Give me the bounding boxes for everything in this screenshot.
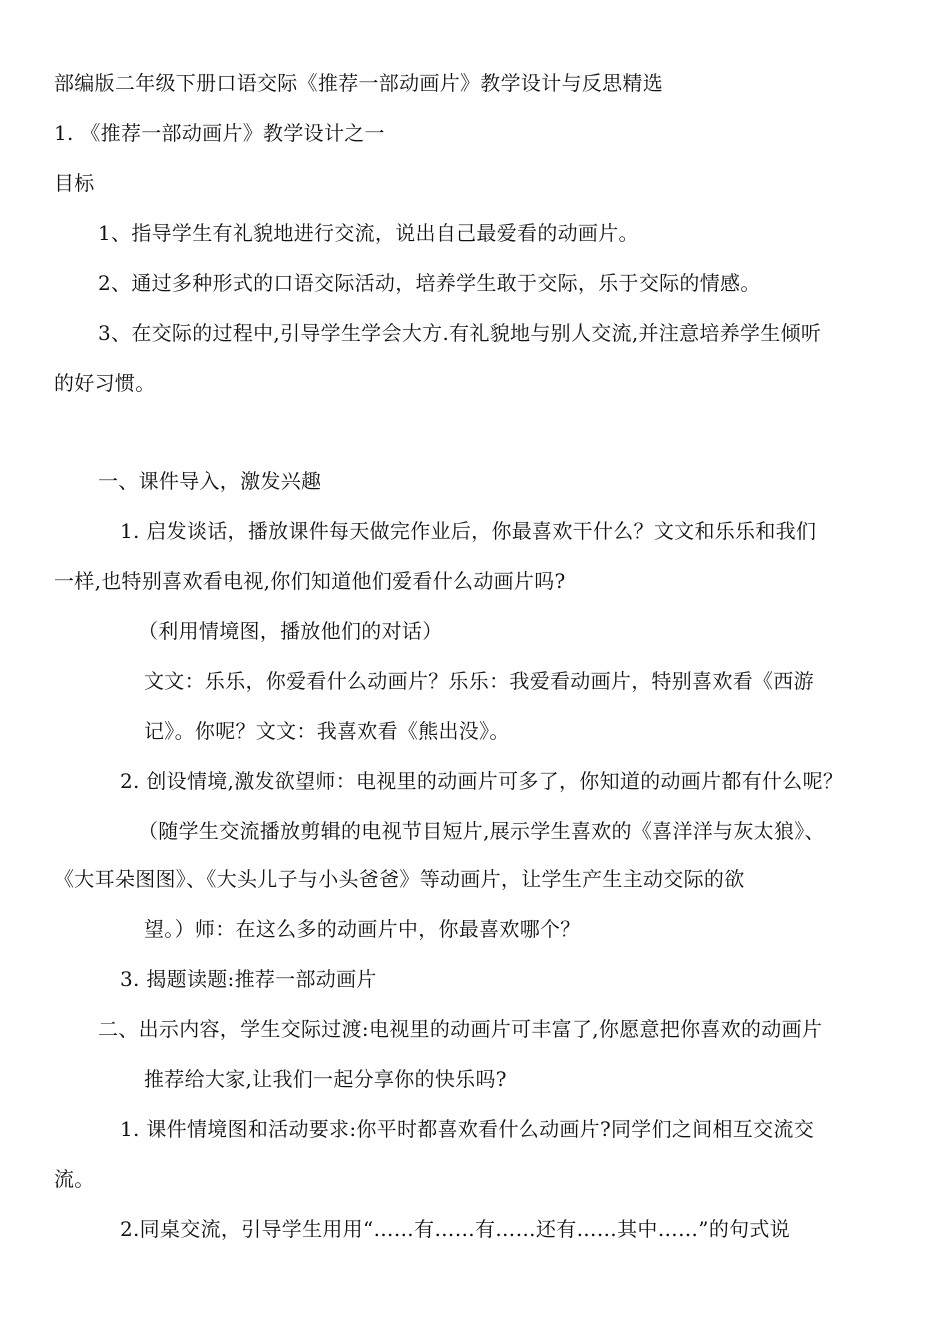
paragraph: 1. 课件情境图和活动要求:你平时都喜欢看什么动画片?同学们之间相互交流交 xyxy=(120,1117,814,1141)
dialogue: 文文：乐乐，你爱看什么动画片？乐乐：我爱看动画片，特别喜欢看《西游 xyxy=(144,669,814,693)
paragraph: 1. 启发谈话，播放课件每天做完作业后，你最喜欢干什么？文文和乐乐和我们 xyxy=(120,519,817,543)
paragraph-continuation: 望。）师：在这么多的动画片中，你最喜欢哪个？ xyxy=(144,917,581,941)
part-heading: 一、课件导入，激发兴趣 xyxy=(98,469,322,493)
paragraph: （利用情境图，播放他们的对话） xyxy=(138,619,443,643)
paragraph-continuation: 流。 xyxy=(54,1167,95,1191)
document-title: 部编版二年级下册口语交际《推荐一部动画片》教学设计与反思精选 xyxy=(54,71,663,95)
goal-item: 2、通过多种形式的口语交际活动，培养学生敢于交际，乐于交际的情感。 xyxy=(98,271,761,295)
paragraph: 2. 创设情境,激发欲望师：电视里的动画片可多了，你知道的动画片都有什么呢？ xyxy=(120,769,844,793)
goal-item: 3、在交际的过程中,引导学生学会大方.有礼貌地与别人交流,并注意培养学生倾听 xyxy=(98,321,822,345)
paragraph-continuation: 一样,也特别喜欢看电视,你们知道他们爱看什么动画片吗? xyxy=(54,569,566,593)
paragraph: （随学生交流播放剪辑的电视节目短片,展示学生喜欢的《喜洋洋与灰太狼》、 xyxy=(138,819,825,843)
paragraph: 2.同桌交流，引导学生用用“……有……有……还有……其中……”的句式说 xyxy=(120,1217,791,1241)
paragraph: 3. 揭题读题:推荐一部动画片 xyxy=(120,967,377,991)
goal-item: 1、指导学生有礼貌地进行交流，说出自己最爱看的动画片。 xyxy=(98,221,639,245)
part-heading: 二、出示内容，学生交际过渡:电视里的动画片可丰富了,你愿意把你喜欢的动画片 xyxy=(98,1017,823,1041)
goals-heading: 目标 xyxy=(54,171,95,195)
goal-item-continuation: 的好习惯。 xyxy=(54,371,156,395)
section-heading: 1. 《推荐一部动画片》教学设计之一 xyxy=(54,121,385,145)
paragraph-continuation: 推荐给大家,让我们一起分享你的快乐吗? xyxy=(144,1067,507,1091)
dialogue-continuation: 记》。你呢？文文：我喜欢看《熊出没》。 xyxy=(144,719,510,743)
paragraph-continuation: 《大耳朵图图》、《大头儿子与小头爸爸》等动画片，让学生产生主动交际的欲 xyxy=(54,867,745,891)
